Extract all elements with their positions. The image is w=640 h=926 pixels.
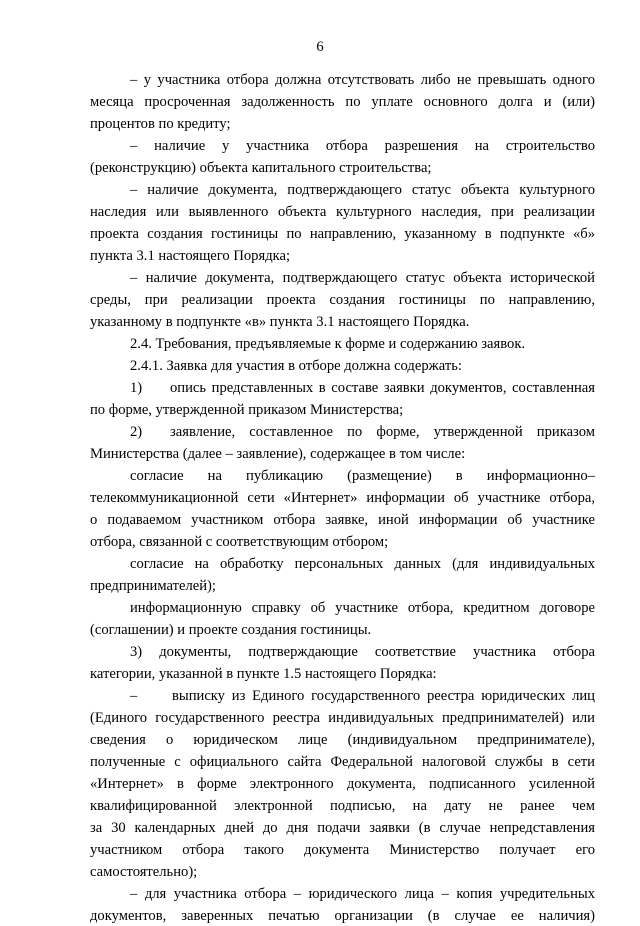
text-line: (Единого государственного реестра индивидуальных предпринимателей) или xyxy=(90,710,595,726)
text-line: – наличие у участника отбора разрешения на строительство xyxy=(130,138,595,154)
text-line: заявление, составленное по форме, утвержденной приказом xyxy=(170,424,595,440)
text-line: выписку из Единого государственного реестра юридических лиц xyxy=(172,688,595,704)
text-line: участником отбора такого документа Министерство получает его xyxy=(90,842,595,858)
text-line: 3) документы, подтверждающие соответствие участника отбора xyxy=(130,644,595,660)
text-line: документов, заверенных печатью организации (в случае ее наличия) xyxy=(90,908,595,924)
text-line: (соглашении) и проекте создания гостиницы. xyxy=(90,622,372,638)
text-line: указанному в подпункте «в» пункта 3.1 настоящего Порядка. xyxy=(90,314,470,330)
text-line: (реконструкцию) объекта капитального строительства; xyxy=(90,160,432,176)
text-line: «Интернет» в форме электронного документа, подписанного усиленной xyxy=(90,776,595,792)
text-line: проекта создания гостиницы по направлению, указанному в подпункте «б» xyxy=(90,226,595,242)
text-line: Министерства (далее – заявление), содержащее в том числе: xyxy=(90,446,466,462)
text-line: сведения о юридическом лице (индивидуальном предпринимателе), xyxy=(90,732,595,748)
text-line: самостоятельно); xyxy=(90,864,198,880)
list-marker: 2) xyxy=(130,424,143,440)
text-line: опись представленных в составе заявки документов, составленная xyxy=(170,380,595,396)
list-marker: – xyxy=(130,688,138,704)
text-line: по форме, утвержденной приказом Министерства; xyxy=(90,402,404,418)
text-line: о подаваемом участником отбора заявке, иной информации об участнике xyxy=(90,512,595,528)
text-line: за 30 календарных дней до дня подачи заявки (в случае непредставления xyxy=(90,820,595,836)
text-line: 2.4. Требования, предъявляемые к форме и содержанию заявок. xyxy=(130,336,526,352)
text-line: среды, при реализации проекта создания гостиницы по направлению, xyxy=(90,292,595,308)
text-line: согласие на обработку персональных данных (для индивидуальных xyxy=(130,556,595,572)
text-line: предпринимателей); xyxy=(90,578,216,594)
text-line: телекоммуникационной сети «Интернет» информации об участнике отбора, xyxy=(90,490,595,506)
text-line: – наличие документа, подтверждающего статус объекта исторической xyxy=(130,270,595,286)
text-line: информационную справку об участнике отбора, кредитном договоре xyxy=(130,600,595,616)
text-line: согласие на публикацию (размещение) в информационно– xyxy=(130,468,595,484)
text-line: – у участника отбора должна отсутствовать либо не превышать одного xyxy=(130,72,595,88)
text-line: 2.4.1. Заявка для участия в отборе должна содержать: xyxy=(130,358,462,374)
text-line: квалифицированной электронной подписью, на дату не ранее чем xyxy=(90,798,595,814)
text-line: – для участника отбора – юридического лица – копия учредительных xyxy=(130,886,595,902)
text-line: процентов по кредиту; xyxy=(90,116,231,132)
text-line: месяца просроченная задолженность по уплате основного долга и (или) xyxy=(90,94,595,110)
text-line: категории, указанной в пункте 1.5 настоящего Порядка: xyxy=(90,666,437,682)
page-number: 6 xyxy=(316,39,324,55)
text-line: пункта 3.1 настоящего Порядка; xyxy=(90,248,291,264)
text-line: наследия или выявленного объекта культурного наследия, при реализации xyxy=(90,204,595,220)
text-line: отбора, связанной с соответствующим отбором; xyxy=(90,534,389,550)
list-marker: 1) xyxy=(130,380,143,396)
text-line: – наличие документа, подтверждающего статус объекта культурного xyxy=(130,182,595,198)
text-line: полученные с официального сайта Федеральной налоговой службы в сети xyxy=(90,754,595,770)
